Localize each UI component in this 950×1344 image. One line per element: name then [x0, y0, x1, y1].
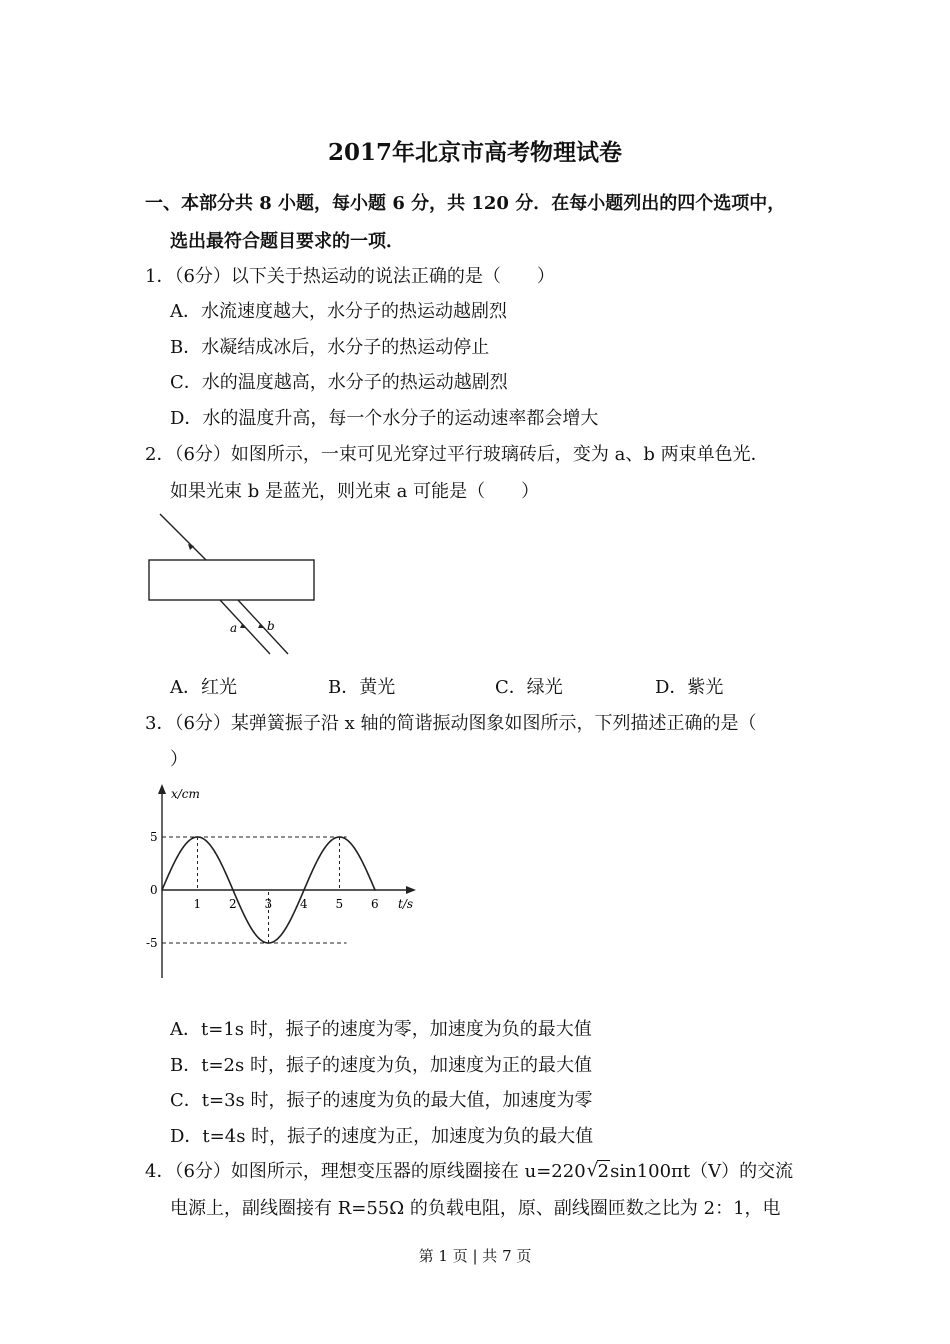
page-title: 2017年北京市高考物理试卷	[327, 139, 622, 166]
data-point	[321, 852, 323, 854]
glass-brick-diagram	[140, 510, 330, 660]
question-3-option-b: B．t=2s 时，振子的速度为负，加速度为正的最大值	[170, 1055, 592, 1076]
y-axis-arrow-icon	[158, 784, 166, 794]
question-4-stem-line2: 电源上，副线圈接有 R=55Ω 的负载电阻，原、副线圈匝数之比为 2：1，电	[170, 1198, 781, 1219]
data-point	[197, 836, 199, 838]
question-4-stem-part2: sin100πt（V）的交流	[610, 1161, 794, 1182]
question-3-stem-line2: ）	[170, 749, 188, 770]
section-heading-line1: 一、本部分共 8 小题，每小题 6 分，共 120 分．在每小题列出的四个选项中，	[145, 193, 786, 214]
label-a: a	[230, 621, 238, 635]
x-tick-label: 2	[229, 897, 237, 911]
question-1-option-c: C．水的温度越高，水分子的热运动越剧烈	[170, 372, 508, 393]
data-point	[356, 852, 358, 854]
data-point	[339, 836, 341, 838]
y-tick-label: 5	[150, 830, 158, 844]
x-tick-label: 3	[264, 897, 273, 911]
data-point	[374, 889, 376, 891]
data-point	[179, 852, 181, 854]
data-point	[232, 889, 234, 891]
x-tick-label: 6	[371, 897, 379, 911]
oscillation-chart	[140, 780, 430, 985]
data-point	[285, 927, 287, 929]
question-4-stem-part1: 4．（6分）如图所示，理想变压器的原线圈接在 u=220	[145, 1161, 586, 1182]
question-3-option-c: C．t=3s 时，振子的速度为负的最大值，加速度为零	[170, 1090, 593, 1111]
question-3-option-a: A．t=1s 时，振子的速度为零，加速度为负的最大值	[170, 1019, 592, 1040]
data-point	[268, 942, 270, 944]
y-tick-label: 0	[150, 883, 158, 897]
incident-ray	[160, 514, 206, 560]
y-tick-label: -5	[146, 936, 158, 950]
page-footer: 第 1 页 | 共 7 页	[418, 1247, 532, 1265]
label-b: b	[267, 619, 275, 633]
data-point	[214, 852, 216, 854]
question-1-option-b: B．水凝结成冰后，水分子的热运动停止	[170, 337, 490, 358]
question-2-option-c: C．绿光	[495, 677, 563, 698]
question-1-stem: 1．（6分）以下关于热运动的说法正确的是（ ）	[145, 266, 555, 287]
data-point	[161, 889, 163, 891]
x-tick-label: 5	[335, 897, 344, 911]
sqrt-sign-icon: √ 2	[586, 1160, 610, 1182]
question-3-stem-line1: 3．（6分）某弹簧振子沿 x 轴的简谐振动图象如图所示，下列描述正确的是（	[145, 713, 757, 734]
data-point	[250, 927, 252, 929]
y-axis-label: x/cm	[171, 787, 200, 801]
x-tick-label: 4	[300, 897, 308, 911]
x-axis-arrow-icon	[406, 886, 416, 894]
question-2-option-a: A．红光	[170, 677, 237, 698]
question-2-option-d: D．紫光	[655, 677, 724, 698]
x-tick-label: 1	[193, 897, 202, 911]
question-2-option-b: B．黄光	[328, 677, 396, 698]
question-4-stem-line1	[145, 1157, 793, 1183]
glass-brick	[149, 560, 314, 600]
x-axis-label: t/s	[398, 897, 414, 911]
question-2-stem-line2: 如果光束 b 是蓝光，则光束 a 可能是（ ）	[170, 481, 540, 502]
question-1-option-d: D．水的温度升高，每一个水分子的运动速率都会增大	[170, 408, 599, 429]
data-point	[303, 889, 305, 891]
section-heading-line2: 选出最符合题目要求的一项．	[170, 231, 404, 252]
question-1-option-a: A．水流速度越大，水分子的热运动越剧烈	[170, 301, 507, 322]
question-2-stem-line1: 2．（6分）如图所示，一束可见光穿过平行玻璃砖后，变为 a、b 两束单色光．	[145, 444, 769, 465]
question-3-option-d: D．t=4s 时，振子的速度为正，加速度为负的最大值	[170, 1126, 594, 1147]
sqrt-radicand: 2	[597, 1161, 610, 1182]
